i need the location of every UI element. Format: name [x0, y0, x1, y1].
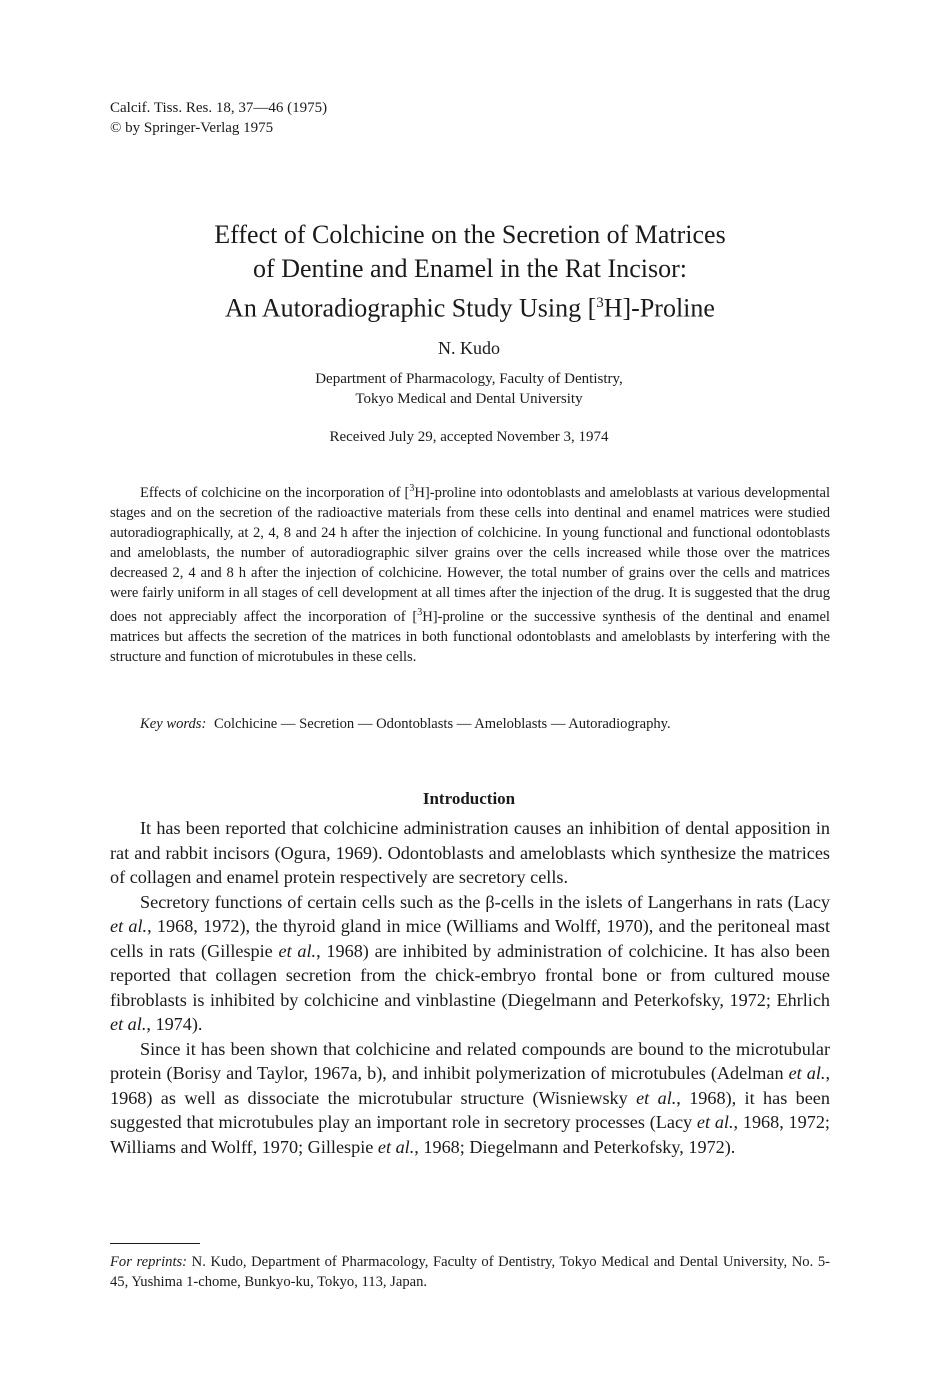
introduction-body [110, 816, 830, 1159]
intro-paragraph-3: Since it has been shown that colchicine and related compounds are bound to the microtubular protein (Borisy and Taylor, 1967a, b), and inhibit polymerization of microtubules (Adelman et al., 1968) as well as dissociate the microtubular structure (Wisniewsky et al., 1968), it has been suggested that microtubules play an important role in secretory processes (Lacy et al., 1968, 1972; Williams and Wolff, 1970; Gillespie et al., 1968; Diegelmann and Peterkofsky, 1972). [110, 1038, 830, 1157]
introduction-heading: Introduction [422, 789, 516, 808]
author-name: N. Kudo [438, 338, 500, 358]
keywords [140, 714, 671, 734]
author-affiliation [0, 369, 938, 409]
journal-citation: Calcif. Tiss. Res. 18, 37—46 (1975) [110, 100, 328, 116]
footnote-label: For reprints: [110, 1254, 188, 1270]
affiliation-line-2: Tokyo Medical and Dental University [355, 391, 583, 407]
copyright-line: © by Springer-Verlag 1975 [110, 120, 274, 136]
reprint-footnote [110, 1252, 830, 1292]
title-line-3: An Autoradiographic Study Using [$^3$H]-Proline [225, 293, 715, 323]
affiliation-line-1: Department of Pharmacology, Faculty of Dentistry, [315, 371, 623, 387]
intro-paragraph-1: It has been reported that colchicine administration causes an inhibition of dental apposition in rat and rabbit incisors (Ogura, 1969). Odontoblasts and ameloblasts which synthesize the matrices of collagen and enamel protein respectively are secretory cells. [110, 818, 830, 887]
received-date: Received July 29, accepted November 3, 1974 [329, 429, 609, 445]
title-line-2: of Dentine and Enamel in the Rat Incisor: [253, 254, 687, 283]
keywords-label: Key words: [140, 716, 207, 732]
intro-paragraph-2: Secretory functions of certain cells such as the β-cells in the islets of Langerhans in rats (Lacy et al., 1968, 1972), the thyroid gland in mice (Williams and Wolff, 1970), and the peritoneal mast cells in rats (Gillespie et al., 1968) are inhibited by administration of colchicine. It has also been reported that collagen secretion from the chick-embryo frontal bone or from cultured mouse fibroblasts is inhibited by colchicine and vinblastine (Diegelmann and Peterkofsky, 1972; Ehrlich et al., 1974). [110, 891, 831, 1034]
keywords-text: Colchicine — Secretion — Odontoblasts — Ameloblasts — Autoradiography. [214, 716, 671, 732]
footnote-text: N. Kudo, Department of Pharmacology, Faculty of Dentistry, Tokyo Medical and Dental University, No. 5-45, Yushima 1-chome, Bunkyo-ku, Tokyo, 113, Japan. [110, 1254, 830, 1290]
abstract: Effects of colchicine on the incorporation of [$^3$H]-proline into odontoblasts and ameloblasts at various developmental stages and on the secretion of the radioactive materials from these cells into dentinal and enamel matrices were studied autoradiographically, at 2, 4, 8 and 24 h after the injection of colchicine. In young functional and functional odontoblasts and ameloblasts, the number of autoradiographic silver grains over the cells increased while those over the matrices decreased 2, 4 and 8 h after the injection of colchicine. However, the total number of grains over the cells and matrices were fairly uniform in all stages of cell development at all times after the injection of the drug. It is suggested that the drug does not appreciably affect the incorporation of [$^3$H]-proline or the successive synthesis of the dentinal and enamel matrices but affects the secretion of the matrices in both functional odontoblasts and ameloblasts by interfering with the structure and function of microtubules in these cells. [110, 483, 830, 665]
title-line-1: Effect of Colchicine on the Secretion of Matrices [214, 220, 726, 249]
journal-reference [110, 98, 327, 138]
footnote-divider [110, 1243, 200, 1244]
paper-title [150, 218, 790, 326]
